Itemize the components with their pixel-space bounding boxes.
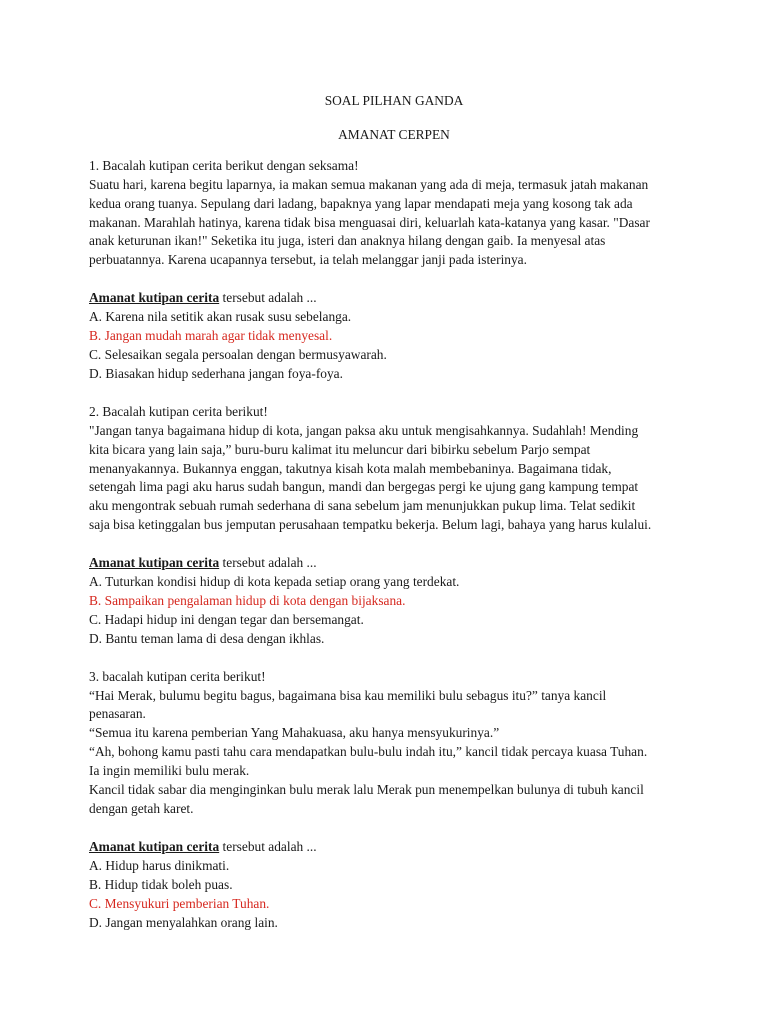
passage-line: “Ah, bohong kamu pasti tahu cara mendapatkan bulu-bulu indah itu,” kancil tidak percaya kuasa Tuhan. [89,744,648,760]
passage-line: Suatu hari, karena begitu laparnya, ia makan semua makanan yang ada di meja, termasuk jatah makanan [89,176,649,192]
passage-line: "Jangan tanya bagaimana hidup di kota, jangan paksa aku untuk mengisahkannya. Sudahlah! Mending [89,422,639,438]
question-3-heading: 3. bacalah kutipan cerita berikut! [89,668,266,684]
option-b-correct-answer: B. Jangan mudah marah agar tidak menyesal. [89,328,333,344]
passage-line: perbuatannya. Karena ucapannya tersebut, ia telah melanggar janji pada isterinya. [89,252,527,268]
document-subtitle: AMANAT CERPEN [338,126,450,142]
option-c: C. Hadapi hidup ini dengan tegar dan bersemangat. [89,611,364,627]
question-2-heading: 2. Bacalah kutipan cerita berikut! [89,403,268,419]
option-b-correct-answer: B. Sampaikan pengalaman hidup di kota dengan bijaksana. [89,592,406,608]
prompt-rest: tersebut adalah ... [219,290,317,306]
passage-line: kedua orang tuanya. Sepulang dari ladang, bapaknya yang lapar mendapati meja yang kosong tak ada [89,195,633,211]
prompt-lead: Amanat kutipan cerita [89,290,220,306]
option-d: D. Jangan menyalahkan orang lain. [89,914,278,930]
option-d: D. Bantu teman lama di desa dengan ikhlas. [89,630,325,646]
option-c-correct-answer: C. Mensyukuri pemberian Tuhan. [89,895,270,911]
passage-line: dengan getah karet. [89,801,194,816]
question-prompt [89,838,699,857]
passage-line: Ia ingin memiliki bulu merak. [89,763,250,779]
question-1-heading: 1. Bacalah kutipan cerita berikut dengan seksama! [89,157,359,173]
passage-line: anak keturunan ikan!" Seketika itu juga, isteri dan anaknya hilang dengan gaib. Ia menyesal atas [89,233,606,249]
passage-line: kita bicara yang lain saja,” buru-buru kalimat itu meluncur dari bibirku sebelum Parjo sempat [89,441,591,457]
option-a: A. Tuturkan kondisi hidup di kota kepada setiap orang yang terdekat. [89,574,460,590]
passage-line: “Semua itu karena pemberian Yang Mahakuasa, aku hanya mensyukurinya.” [89,725,500,741]
prompt-rest: tersebut adalah ... [219,555,317,571]
option-b: B. Hidup tidak boleh puas. [89,876,233,892]
passage-line: makanan. Marahlah hatinya, karena tidak bisa menguasai diri, keluarlah kata-katanya yang kasar. "Dasar [89,214,650,230]
passage-line: Kancil tidak sabar dia menginginkan bulu merak lalu Merak pun menempelkan bulunya di tubuh kancil [89,782,644,798]
passage-line: setengah lima pagi aku harus sudah bangun, mandi dan bergegas pergi ke ujung gang kampung tempat [89,479,639,495]
document-page [89,92,699,932]
passage-line: penasaran. [89,706,146,722]
question-2 [89,403,699,649]
document-title: SOAL PILHAN GANDA [324,93,464,108]
question-3 [89,668,699,933]
prompt-lead: Amanat kutipan cerita [89,555,220,571]
option-c: C. Selesaikan segala persoalan dengan bermusyawarah. [89,346,387,362]
passage-line: saja bisa ketinggalan bus jemputan perusahaan tempatku bekerja. Belum lagi, bahaya yang harus kulalui. [89,517,652,533]
question-prompt [89,289,699,308]
question-1 [89,157,699,384]
option-a: A. Karena nila setitik akan rusak susu sebelanga. [89,309,352,325]
passage-line: aku mengontrak sebuah rumah sederhana di sana sebelum jam menunjukkan pukup lima. Telat sedikit [89,498,636,514]
passage-line: “Hai Merak, bulumu begitu bagus, bagaimana bisa kau memiliki bulu sebagus itu?” tanya kancil [89,687,607,703]
question-prompt [89,554,699,573]
passage-line: menanyakannya. Bukannya enggan, takutnya kisah kota malah membebaninya. Bagaimana tidak, [89,460,612,476]
prompt-rest: tersebut adalah ... [219,838,317,854]
prompt-lead: Amanat kutipan cerita [89,838,220,854]
option-d: D. Biasakan hidup sederhana jangan foya-foya. [89,365,343,381]
option-a: A. Hidup harus dinikmati. [89,857,230,873]
